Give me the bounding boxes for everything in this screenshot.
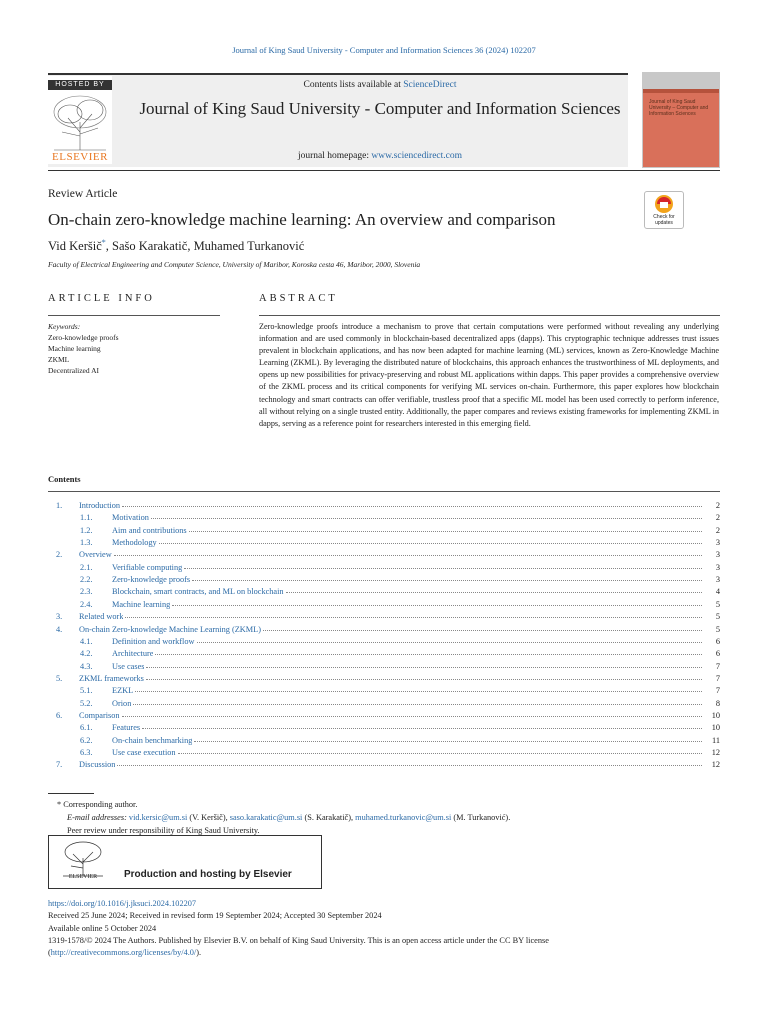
toc-page: 6 bbox=[715, 649, 720, 659]
toc-number: 2.3. bbox=[80, 587, 93, 597]
toc-page: 10 bbox=[711, 710, 720, 720]
toc-label[interactable]: Methodology bbox=[112, 538, 157, 548]
toc-label[interactable]: Related work bbox=[79, 612, 124, 622]
toc-page: 7 bbox=[715, 686, 720, 696]
toc-label[interactable]: Overview bbox=[79, 550, 112, 560]
toc-page: 7 bbox=[715, 661, 720, 671]
keywords-block bbox=[48, 321, 119, 376]
toc-number: 1.1. bbox=[80, 513, 93, 523]
toc-page: 4 bbox=[715, 587, 720, 597]
toc-page: 3 bbox=[715, 562, 720, 572]
toc-entry[interactable] bbox=[48, 500, 720, 512]
toc-number: 2.1. bbox=[80, 562, 93, 572]
toc-entry[interactable] bbox=[48, 537, 720, 549]
toc-number: 4.3. bbox=[80, 661, 93, 671]
email-link[interactable]: saso.karakatic@um.si bbox=[229, 813, 303, 822]
homepage-link[interactable]: www.sciencedirect.com bbox=[371, 151, 462, 161]
header-rule bbox=[48, 170, 720, 171]
toc-entry[interactable] bbox=[48, 624, 720, 636]
toc-label[interactable]: On-chain Zero-knowledge Machine Learning (ZKML) bbox=[79, 624, 262, 634]
toc-number: 2.2. bbox=[80, 575, 93, 585]
toc-number: 4.1. bbox=[80, 636, 93, 646]
toc-entry[interactable] bbox=[48, 673, 720, 685]
toc-number: 2.4. bbox=[80, 599, 93, 609]
toc-page: 8 bbox=[715, 698, 720, 708]
elsevier-wordmark: ELSEVIER bbox=[52, 151, 108, 163]
toc-number: 2. bbox=[56, 550, 63, 560]
toc-number: 7. bbox=[56, 760, 63, 770]
toc-entry[interactable] bbox=[48, 722, 720, 734]
toc-entry[interactable] bbox=[48, 648, 720, 660]
toc-number: 1.3. bbox=[80, 538, 93, 548]
corresponding-mark[interactable]: * bbox=[101, 238, 106, 247]
toc-entry[interactable] bbox=[48, 661, 720, 673]
toc-label[interactable]: ZKML frameworks bbox=[79, 673, 144, 683]
toc-label[interactable]: Features bbox=[112, 723, 141, 733]
toc-page: 10 bbox=[711, 723, 720, 733]
toc-entry[interactable] bbox=[48, 574, 720, 586]
author-1: Vid Keršič bbox=[48, 239, 102, 254]
journal-title: Journal of King Saud University - Computer and Information Sciences bbox=[139, 99, 621, 118]
toc-entry[interactable] bbox=[48, 599, 720, 611]
affiliation: Faculty of Electrical Engineering and Computer Science, University of Maribor, Koroska cesta 46, Maribor, 2000, Slovenia bbox=[48, 260, 421, 269]
abstract-rule bbox=[259, 315, 720, 316]
toc-leader bbox=[125, 617, 702, 618]
keyword: Decentralized AI bbox=[48, 366, 100, 375]
toc-entry[interactable] bbox=[48, 636, 720, 648]
journal-cover[interactable] bbox=[642, 72, 720, 168]
toc-leader bbox=[184, 568, 702, 569]
toc-leader bbox=[263, 630, 702, 631]
info-rule bbox=[48, 315, 220, 316]
toc-label[interactable]: Use cases bbox=[112, 661, 145, 671]
production-label: Production and hosting by Elsevier bbox=[124, 869, 292, 880]
toc-entry[interactable] bbox=[48, 549, 720, 561]
toc-entry[interactable] bbox=[48, 759, 720, 771]
toc-label[interactable]: Verifiable computing bbox=[112, 562, 183, 572]
toc-leader bbox=[155, 654, 702, 655]
toc-entry[interactable] bbox=[48, 611, 720, 623]
abstract-text: Zero-knowledge proofs introduce a mechanism to prove that certain computations were performed without revealing any underlying information and are used commonly in blockchain-based decentralized apps (dapps). This cryptographic technique addresses trust issues prevalent in blockchain applications, and has now been adapted for machine learning (ML) services, known as Zero-Knowledge Machine Learning (ZKML). By leveraging the distributed nature of blockchains, this approach enhances the trustworthiness of ML deployments, and opens up new possibilities for privacy-preserving and robust ML applications within dapps. This paper provides a comprehensive overview of the ZKML process and its critical components for verifying ML services on-chain. Furthermore, this paper explores how blockchain technology and smart contracts can offer verifiable, trustless proof that a specific ML model has been used correctly to perform inference, all without relying on a single trusted entity. Additionally, the paper compares and reviews existing frameworks for implementing ZKML in dapps, serving as a reference point for researchers interested in this emerging field. bbox=[259, 322, 719, 428]
elsevier-tree-icon bbox=[59, 840, 107, 878]
toc-leader bbox=[189, 531, 702, 532]
license-line: 1319-1578/© 2024 The Authors. Published by Elsevier B.V. on behalf of King Saud University. This is an open access article under the CC BY license bbox=[48, 936, 549, 945]
toc-page: 2 bbox=[715, 525, 720, 535]
journal-homepage: journal homepage: www.sciencedirect.com bbox=[298, 151, 462, 161]
toc-leader bbox=[117, 765, 702, 766]
toc-leader bbox=[172, 605, 702, 606]
toc-leader bbox=[133, 704, 702, 705]
toc-number: 4.2. bbox=[80, 649, 93, 659]
toc-page: 6 bbox=[715, 636, 720, 646]
received-dates: Received 25 June 2024; Received in revised form 19 September 2024; Accepted 30 September 2024 bbox=[48, 911, 382, 920]
toc-number: 5. bbox=[56, 673, 63, 683]
toc-label[interactable]: Use case execution bbox=[112, 748, 176, 757]
email-addresses: E-mail addresses: vid.kersic@um.si (V. Keršič), saso.karakatic@um.si (S. Karakatič), muhamed.turkanovic@um.si (M. Turkanović). bbox=[67, 813, 511, 822]
article-title: On-chain zero-knowledge machine learning: An overview and comparison bbox=[48, 210, 556, 229]
toc-label[interactable]: Motivation bbox=[112, 513, 149, 523]
toc-label[interactable]: Aim and contributions bbox=[112, 525, 187, 535]
toc-page: 5 bbox=[715, 612, 720, 622]
toc-entry[interactable] bbox=[48, 562, 720, 574]
toc-entry[interactable] bbox=[48, 710, 720, 722]
journal-reference[interactable]: Journal of King Saud University - Computer and Information Sciences 36 (2024) 102207 bbox=[232, 45, 536, 55]
footnote-rule bbox=[48, 793, 94, 794]
abstract-heading: ABSTRACT bbox=[259, 293, 338, 304]
toc-number: 1. bbox=[56, 501, 63, 510]
toc-page: 11 bbox=[712, 735, 720, 745]
toc-page: 5 bbox=[715, 624, 720, 634]
toc-number: 3. bbox=[56, 612, 63, 622]
toc-label[interactable]: Comparison bbox=[79, 710, 120, 720]
toc-label[interactable]: Blockchain, smart contracts, and ML on blockchain bbox=[112, 587, 284, 597]
cc-license-link[interactable]: http://creativecommons.org/licenses/by/4.0/ bbox=[50, 948, 197, 957]
toc-entry[interactable] bbox=[48, 698, 720, 710]
toc-number: 4. bbox=[56, 624, 63, 634]
toc-entry[interactable] bbox=[48, 525, 720, 537]
keywords-label: Keywords: bbox=[48, 322, 81, 331]
toc-label[interactable]: Introduction bbox=[79, 501, 121, 510]
toc-leader bbox=[135, 691, 702, 692]
toc-entry[interactable] bbox=[48, 512, 720, 524]
article-info-heading: ARTICLE INFO bbox=[48, 293, 155, 304]
toc-page: 3 bbox=[715, 538, 720, 548]
toc-number: 5.1. bbox=[80, 686, 93, 696]
hosted-by-label: HOSTED BY bbox=[48, 80, 112, 90]
contents-heading: Contents bbox=[48, 474, 81, 484]
toc-leader bbox=[197, 642, 702, 643]
toc-leader bbox=[146, 667, 702, 668]
toc-entry[interactable] bbox=[48, 685, 720, 697]
email-link[interactable]: vid.kersic@um.si bbox=[128, 813, 188, 822]
keyword: Machine learning bbox=[48, 344, 101, 353]
toc-page: 2 bbox=[715, 501, 720, 510]
toc-page: 7 bbox=[715, 673, 720, 683]
production-box bbox=[48, 835, 322, 889]
sciencedirect-link[interactable]: ScienceDirect bbox=[403, 80, 457, 90]
toc-page: 5 bbox=[715, 599, 720, 609]
toc-label[interactable]: Discussion bbox=[79, 760, 116, 770]
toc-number: 6.1. bbox=[80, 723, 93, 733]
toc-label[interactable]: EZKL bbox=[112, 686, 134, 696]
toc-leader bbox=[194, 741, 702, 742]
email-link[interactable]: muhamed.turkanovic@um.si bbox=[355, 813, 452, 822]
other-authors: , Sašo Karakatič, Muhamed Turkanović bbox=[105, 239, 305, 254]
toc-page: 12 bbox=[711, 760, 720, 770]
elsevier-small-wordmark: ELSEVIER bbox=[68, 874, 98, 880]
toc-leader bbox=[178, 753, 702, 754]
check-for-updates-badge[interactable] bbox=[644, 191, 684, 229]
toc-entry[interactable] bbox=[48, 747, 720, 759]
check-updates-label: Check for updates bbox=[653, 214, 675, 226]
toc-page: 12 bbox=[711, 748, 720, 757]
toc-entry[interactable] bbox=[48, 735, 720, 747]
toc-page: 2 bbox=[715, 513, 720, 523]
toc-label[interactable]: On-chain benchmarking bbox=[112, 735, 193, 745]
toc-label[interactable]: Definition and workflow bbox=[112, 636, 195, 646]
toc-number: 6.3. bbox=[80, 748, 93, 757]
toc-leader bbox=[151, 518, 702, 519]
toc-label[interactable]: Architecture bbox=[112, 649, 154, 659]
toc-leader bbox=[159, 543, 702, 544]
keyword: ZKML bbox=[48, 355, 70, 364]
toc-leader bbox=[142, 728, 702, 729]
toc-label[interactable]: Zero-knowledge proofs bbox=[112, 575, 191, 585]
toc-page: 3 bbox=[715, 575, 720, 585]
contents-rule bbox=[48, 491, 720, 492]
toc-leader bbox=[146, 679, 702, 680]
toc-leader bbox=[122, 506, 702, 507]
available-online: Available online 5 October 2024 bbox=[48, 924, 157, 933]
toc-number: 6. bbox=[56, 710, 63, 720]
peer-review-note: Peer review under responsibility of King Saud University. bbox=[67, 826, 260, 835]
toc-leader bbox=[114, 555, 702, 556]
check-updates-icon bbox=[645, 193, 683, 215]
contents-available: Contents lists available at ScienceDirect bbox=[303, 80, 457, 90]
toc-leader bbox=[122, 716, 702, 717]
toc-leader bbox=[192, 580, 702, 581]
keyword: Zero-knowledge proofs bbox=[48, 333, 119, 342]
toc-number: 6.2. bbox=[80, 735, 93, 745]
article-type: Review Article bbox=[48, 188, 118, 200]
cover-title: Journal of King Saud University – Computer and Information Sciences bbox=[649, 99, 709, 117]
toc-number: 5.2. bbox=[80, 698, 93, 708]
corresponding-author-note: * Corresponding author. bbox=[57, 800, 138, 809]
toc-label[interactable]: Machine learning bbox=[112, 599, 171, 609]
toc-leader bbox=[286, 592, 702, 593]
toc-number: 1.2. bbox=[80, 525, 93, 535]
doi-link[interactable]: https://doi.org/10.1016/j.jksuci.2024.102207 bbox=[48, 899, 197, 908]
toc-entry[interactable] bbox=[48, 586, 720, 598]
toc-page: 3 bbox=[715, 550, 720, 560]
toc-label[interactable]: Orion bbox=[112, 698, 132, 708]
author-list bbox=[48, 238, 304, 254]
license-link-line: (http://creativecommons.org/licenses/by/4.0/). bbox=[48, 948, 202, 957]
